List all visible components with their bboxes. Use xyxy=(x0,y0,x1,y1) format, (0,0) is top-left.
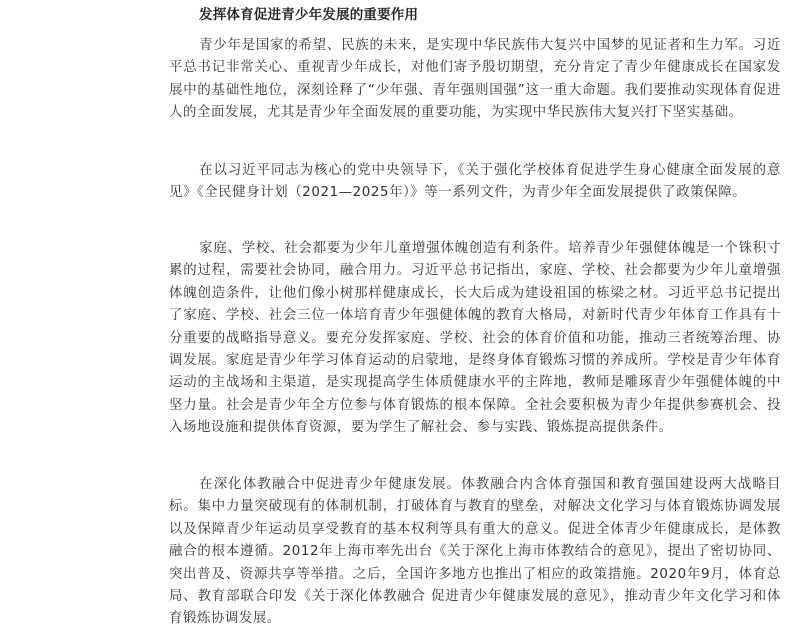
paragraph: 在以习近平同志为核心的党中央领导下，《关于强化学校体育促进学生身心健康全面发展的意见》《全民健身计划（2021—2025年）》等一系列文件，为青少年全面发展提供了政策保障。 xyxy=(169,163,781,201)
paragraph: 青少年是国家的希望、民族的未来，是实现中华民族伟大复兴中国梦的见证者和生力军。习近平总书记非常关心、重视青少年成长，对他们寄予殷切期望，充分肯定了青少年健康成长在国家发展中的基础性地位，深刻诠释了“少年强、青年强则国强”这一重大命题。我们要推动实现体育促进人的全面发展，尤其是青少年全面发展的重要功能，为实现中华民族伟大复兴打下坚实基础。 xyxy=(169,38,781,121)
paragraph: 在深化体教融合中促进青少年健康发展。体教融合内含体育强国和教育强国建设两大战略目标。集中力量突破现有的体制机制，打破体育与教育的壁垒，对解决文化学习与体育锻炼协调发展以及保障青少年运动员享受教育的基本权利等具有重大的意义。促进全体青少年健康成长，是体教融合的根本遵循。2012年上海市率先出台《关于深化上海市体教结合的意见》，提出了密切协同、突出普及、资源共享等举措。之后，全国许多地方也推出了相应的政策措施。2020年9月，体育总局、教育部联合印发《关于深化体教融合 促进青少年健康发展的意见》，推动青少年文化学习和体育锻炼协调发展。 xyxy=(169,477,781,627)
paragraph: 家庭、学校、社会都要为少年儿童增强体魄创造有利条件。培养青少年强健体魄是一个铢积寸累的过程，需要社会协同，融合用力。习近平总书记指出，家庭、学校、社会都要为少年儿童增强体魄创造条件，让他们像小树那样健康成长，长大后成为建设祖国的栋梁之材。习近平总书记提出了家庭、学校、社会三位一体培育青少年强健体魄的教育大格局，对新时代青少年体育工作具有十分重要的战略指导意义。要充分发挥家庭、学校、社会的体育价值和功能，推动三者统筹治理、协调发展。家庭是青少年学习体育运动的启蒙地，是终身体育锻炼习惯的养成所。学校是青少年体育运动的主战场和主渠道，是实现提高学生体质健康水平的主阵地，教师是雕琢青少年强健体魄的中坚力量。社会是青少年全方位参与体育锻炼的根本保障。全社会要积极为青少年提供参赛机会、投入场地设施和提供体育资源，要为学生了解社会、参与实践、锻炼提高提供条件。 xyxy=(169,241,781,436)
article-title: 发挥体育促进青少年发展的重要作用 xyxy=(199,7,419,23)
